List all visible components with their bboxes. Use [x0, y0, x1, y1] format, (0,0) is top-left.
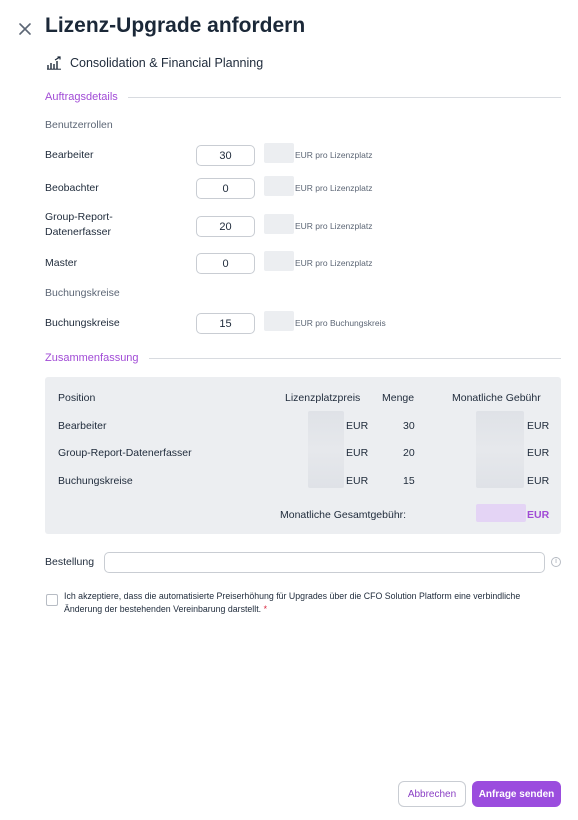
row-name: Buchungskreise [45, 317, 120, 329]
quantity-input[interactable] [196, 216, 255, 237]
row-position: Bearbeiter [58, 420, 107, 432]
price-field [264, 176, 294, 196]
info-icon[interactable]: i [551, 557, 561, 567]
header-fee: Monatliche Gebühr [452, 392, 541, 404]
price-field [264, 251, 294, 271]
subhead-company-codes: Buchungskreise [45, 287, 120, 299]
total-label: Monatliche Gesamtgebühr: [280, 509, 407, 521]
role-name: Bearbeiter [45, 149, 94, 161]
price-unit: EUR pro Lizenzplatz [295, 150, 373, 160]
quantity-input[interactable] [196, 313, 255, 334]
price-unit: EUR pro Buchungskreis [295, 318, 386, 328]
row-position: Buchungskreise [58, 475, 133, 487]
section-label: Zusammenfassung [45, 352, 139, 364]
role-name: Beobachter [45, 182, 99, 194]
role-name: Master [45, 257, 78, 269]
chart-growth-icon [46, 56, 62, 70]
section-label: Auftragsdetails [45, 91, 118, 103]
quantity-input[interactable] [196, 253, 255, 274]
row-qty: 20 [403, 447, 415, 459]
header-price: Lizenzplatzpreis [285, 392, 361, 404]
price-unit: EUR pro Lizenzplatz [295, 221, 373, 231]
price-values-redacted [308, 411, 344, 488]
order-input[interactable] [104, 552, 545, 573]
company-code-row [45, 311, 565, 335]
price-unit: EUR pro Lizenzplatz [295, 258, 373, 268]
role-name: Group-Report- Datenerfasser [45, 211, 113, 238]
order-label: Bestellung [45, 556, 95, 568]
section-summary [45, 352, 561, 364]
header-position: Position [58, 392, 96, 404]
section-order-details [45, 91, 561, 103]
role-row-master [45, 251, 565, 275]
row-fee-currency: EUR [527, 475, 550, 487]
subhead-user-roles: Benutzerrollen [45, 119, 113, 131]
role-row-beobachter [45, 176, 565, 200]
row-fee-currency: EUR [527, 420, 550, 432]
summary-table [45, 377, 561, 534]
send-request-button[interactable]: Anfrage senden [472, 781, 561, 807]
row-fee-currency: EUR [527, 447, 550, 459]
row-currency: EUR [346, 420, 369, 432]
consent-text: Ich akzeptiere, dass die automatisierte Preiserhöhung für Upgrades über die CFO Solution Platform eine verbindliche Änderung der bestehenden Vereinbarung darstellt. * [64, 591, 521, 614]
product-label [46, 56, 263, 70]
price-field [264, 311, 294, 331]
close-icon[interactable] [16, 20, 34, 38]
total-redacted [476, 504, 526, 522]
divider [128, 97, 561, 98]
quantity-input[interactable] [196, 145, 255, 166]
required-mark: * [263, 603, 267, 614]
row-currency: EUR [346, 447, 369, 459]
accept-checkbox[interactable] [46, 594, 58, 606]
product-name: Consolidation & Financial Planning [70, 56, 264, 70]
quantity-input[interactable] [196, 178, 255, 199]
fee-values-redacted [476, 411, 524, 488]
divider [149, 358, 561, 359]
row-currency: EUR [346, 475, 369, 487]
dialog-title: Lizenz-Upgrade anfordern [45, 14, 306, 37]
cancel-button[interactable]: Abbrechen [398, 781, 466, 807]
role-row-bearbeiter [45, 143, 565, 167]
row-position: Group-Report-Datenerfasser [58, 447, 192, 459]
price-field [264, 143, 294, 163]
price-unit: EUR pro Lizenzplatz [295, 183, 373, 193]
total-currency: EUR [527, 509, 550, 521]
row-qty: 15 [403, 475, 415, 487]
header-qty: Menge [382, 392, 415, 404]
row-qty: 30 [403, 420, 415, 432]
price-field [264, 214, 294, 234]
role-row-group-report [45, 211, 565, 238]
